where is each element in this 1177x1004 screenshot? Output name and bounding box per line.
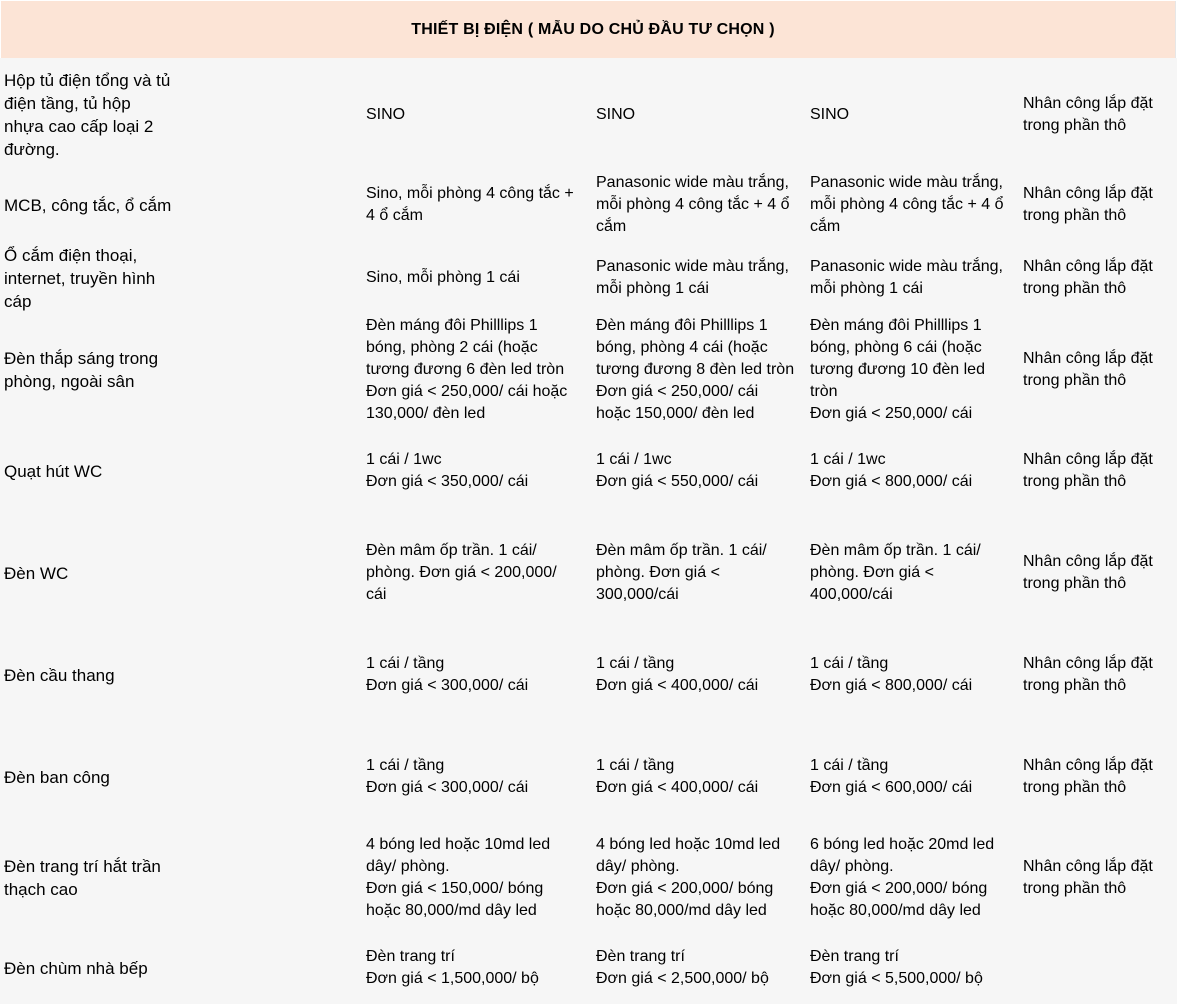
option-3-cell[interactable]: 6 bóng led hoặc 20md led dây/ phòng. Đơn giá < 200,000/ bóng hoặc 80,000/md dây led xyxy=(810,836,995,919)
option-1-cell[interactable]: 1 cái / 1wc Đơn giá < 350,000/ cái xyxy=(366,451,529,490)
option-3-cell[interactable]: 1 cái / tầng Đơn giá < 600,000/ cái xyxy=(810,757,973,796)
labor-note-cell[interactable]: Nhân công lắp đặt trong phần thô xyxy=(1023,655,1153,694)
option-1-cell[interactable]: Đèn mâm ốp trần. 1 cái/ phòng. Đơn giá < 200,000/ cái xyxy=(366,542,557,603)
option-3-cell[interactable]: Đèn trang trí Đơn giá < 5,500,000/ bộ xyxy=(810,948,983,987)
table-title: THIẾT BỊ ĐIỆN ( MẪU DO CHỦ ĐẦU TƯ CHỌN ) xyxy=(411,20,775,38)
labor-note-cell[interactable]: Nhân công lắp đặt trong phần thô xyxy=(1023,451,1153,490)
option-1-cell[interactable]: Đèn trang trí Đơn giá < 1,500,000/ bộ xyxy=(366,948,539,987)
item-name-cell[interactable]: Hộp tủ điện tổng và tủ điện tầng, tủ hộp nhựa cao cấp loại 2 đường. xyxy=(4,71,171,159)
labor-note-cell[interactable]: Nhân công lắp đặt trong phần thô xyxy=(1023,95,1153,134)
labor-note-cell[interactable]: Nhân công lắp đặt trong phần thô xyxy=(1023,757,1153,796)
option-1-cell[interactable]: Sino, mỗi phòng 1 cái xyxy=(366,269,520,286)
option-2-cell[interactable]: Panasonic wide màu trắng, mỗi phòng 1 cái xyxy=(596,258,789,297)
table-row xyxy=(0,310,1177,430)
table-row xyxy=(0,430,1177,512)
option-2-cell[interactable]: 1 cái / tầng Đơn giá < 400,000/ cái xyxy=(596,757,759,796)
option-2-cell[interactable]: Panasonic wide màu trắng, mỗi phòng 4 công tắc + 4 ổ cắm xyxy=(596,174,790,235)
option-2-cell[interactable]: 1 cái / 1wc Đơn giá < 550,000/ cái xyxy=(596,451,759,490)
item-name-cell[interactable]: Đèn cầu thang xyxy=(4,665,115,685)
labor-note-cell[interactable]: Nhân công lắp đặt trong phần thô xyxy=(1023,553,1153,592)
item-name-cell[interactable]: Đèn chùm nhà bếp xyxy=(4,958,148,978)
table-row xyxy=(0,238,1177,318)
item-name-cell[interactable]: Đèn WC xyxy=(4,563,69,583)
option-3-cell[interactable]: Panasonic wide màu trắng, mỗi phòng 4 công tắc + 4 ổ cắm xyxy=(810,174,1004,235)
labor-note-cell[interactable]: Nhân công lắp đặt trong phần thô xyxy=(1023,858,1153,897)
option-1-cell[interactable]: 1 cái / tầng Đơn giá < 300,000/ cái xyxy=(366,655,529,694)
table-row xyxy=(0,522,1177,624)
table-row xyxy=(0,172,1177,238)
option-2-cell[interactable]: Đèn trang trí Đơn giá < 2,500,000/ bộ xyxy=(596,948,769,987)
option-2-cell[interactable]: 1 cái / tầng Đơn giá < 400,000/ cái xyxy=(596,655,759,694)
labor-note-cell[interactable]: Nhân công lắp đặt trong phần thô xyxy=(1023,350,1153,389)
table-row xyxy=(0,58,1177,172)
option-3-cell[interactable]: 1 cái / 1wc Đơn giá < 800,000/ cái xyxy=(810,451,973,490)
option-3-cell[interactable]: 1 cái / tầng Đơn giá < 800,000/ cái xyxy=(810,655,973,694)
option-3-cell[interactable]: Đèn mâm ốp trần. 1 cái/ phòng. Đơn giá < 400,000/cái xyxy=(810,542,981,603)
item-name-cell[interactable]: Đèn ban công xyxy=(4,767,110,787)
option-3-cell[interactable]: Panasonic wide màu trắng, mỗi phòng 1 cái xyxy=(810,258,1003,297)
item-name-cell[interactable]: Quạt hút WC xyxy=(4,461,103,481)
table-row xyxy=(0,932,1177,1004)
labor-note-cell[interactable] xyxy=(1023,932,1173,1004)
option-2-cell[interactable]: Đèn máng đôi Philllips 1 bóng, phòng 4 cái (hoặc tương đương 8 đèn led tròn Đơn giá < 250,000/ cái hoặc 150,000/ đèn led xyxy=(596,317,795,422)
option-3-cell[interactable]: SINO xyxy=(810,106,850,123)
item-name-cell[interactable]: Đèn trang trí hắt trần thạch cao xyxy=(4,857,161,899)
item-name-cell[interactable]: MCB, công tắc, ổ cắm xyxy=(4,195,172,215)
table-row xyxy=(0,828,1177,928)
item-name-cell[interactable]: Đèn thắp sáng trong phòng, ngoài sân xyxy=(4,349,159,391)
labor-note-cell[interactable]: Nhân công lắp đặt trong phần thô xyxy=(1023,185,1153,224)
option-1-cell[interactable]: Đèn máng đôi Philllips 1 bóng, phòng 2 cái (hoặc tương đương 6 đèn led tròn Đơn giá < 250,000/ cái hoặc 130,000/ đèn led xyxy=(366,317,568,422)
option-1-cell[interactable]: SINO xyxy=(366,106,406,123)
option-1-cell[interactable]: Sino, mỗi phòng 4 công tắc + 4 ổ cắm xyxy=(366,185,574,224)
item-name-cell[interactable]: Ổ cắm điện thoại, internet, truyền hình cáp xyxy=(4,245,156,311)
table-body xyxy=(0,58,1177,1004)
labor-note-cell[interactable]: Nhân công lắp đặt trong phần thô xyxy=(1023,258,1153,297)
option-2-cell[interactable]: 4 bóng led hoặc 10md led dây/ phòng. Đơn giá < 200,000/ bóng hoặc 80,000/md dây led xyxy=(596,836,781,919)
option-2-cell[interactable]: SINO xyxy=(596,106,636,123)
table-row xyxy=(0,624,1177,726)
table-header xyxy=(1,1,1176,58)
table-row xyxy=(0,726,1177,828)
option-1-cell[interactable]: 4 bóng led hoặc 10md led dây/ phòng. Đơn giá < 150,000/ bóng hoặc 80,000/md dây led xyxy=(366,836,551,919)
option-3-cell[interactable]: Đèn máng đôi Philllips 1 bóng, phòng 6 cái (hoặc tương đương 10 đèn led tròn Đơn giá < 250,000/ cái xyxy=(810,317,985,422)
option-1-cell[interactable]: 1 cái / tầng Đơn giá < 300,000/ cái xyxy=(366,757,529,796)
option-2-cell[interactable]: Đèn mâm ốp trần. 1 cái/ phòng. Đơn giá < 300,000/cái xyxy=(596,542,767,603)
